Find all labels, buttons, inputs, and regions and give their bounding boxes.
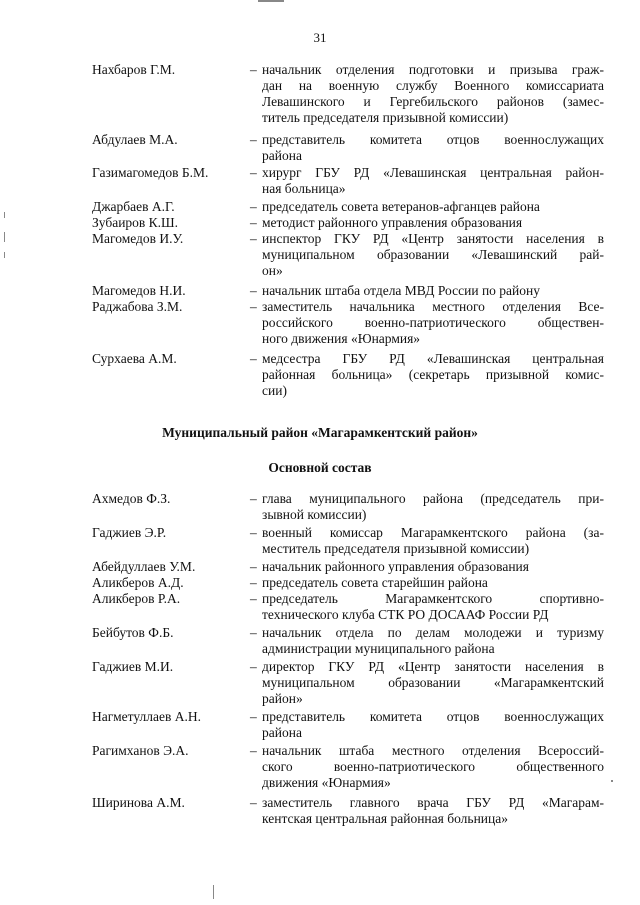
role-line: военный комиссар Магарамкентского района (за-	[262, 525, 604, 540]
member-name: Гаджиев Э.Р.	[92, 525, 167, 540]
entry-dash: –	[250, 132, 257, 147]
member-role	[262, 231, 604, 279]
role-line: директор ГКУ РД «Центр занятости населения в	[262, 659, 604, 674]
member-name: Джарбаев А.Г.	[92, 199, 175, 214]
entry-dash: –	[250, 591, 257, 606]
role-line: начальник отделения подготовки и призыва граж-	[262, 62, 604, 77]
entry-dash: –	[250, 199, 257, 214]
entry-dash: –	[250, 165, 257, 180]
list-item	[92, 199, 604, 215]
role-line: медсестра ГБУ РД «Левашинская центральная	[262, 351, 604, 366]
member-name: Рагимханов Э.А.	[92, 743, 189, 758]
list-item	[92, 283, 604, 299]
member-role	[262, 299, 604, 347]
role-line: начальник отдела по делам молодежи и туризму	[262, 625, 604, 640]
member-role	[262, 625, 604, 657]
role-line: методист районного управления образования	[262, 215, 523, 230]
member-name: Магомедов Н.И.	[92, 283, 186, 298]
member-role	[262, 491, 604, 523]
member-role	[262, 709, 604, 741]
scan-mark-left-2	[4, 232, 5, 242]
role-line: зывной комиссии)	[262, 507, 367, 522]
list-item	[92, 575, 604, 591]
list-item	[92, 165, 604, 197]
list-item	[92, 231, 604, 279]
list-item	[92, 299, 604, 347]
list-item	[92, 491, 604, 523]
role-line: титель председателя призывной комиссии)	[262, 110, 509, 125]
role-line: администрации муниципального района	[262, 641, 495, 656]
role-line: заместитель главного врача ГБУ РД «Магарам-	[262, 795, 604, 810]
list-item	[92, 525, 604, 557]
composition-heading: Основной состав	[268, 460, 372, 475]
member-name: Абейдуллаев У.М.	[92, 559, 196, 574]
role-line: меститель председателя призывной комиссии)	[262, 541, 530, 556]
role-line: начальник районного управления образования	[262, 559, 529, 574]
member-role	[262, 62, 604, 126]
member-name: Ширинова А.М.	[92, 795, 185, 810]
role-line: дан на военную службу Военного комиссариата	[262, 78, 604, 93]
list-item	[92, 709, 604, 741]
role-line: инспектор ГКУ РД «Центр занятости населения в	[262, 231, 604, 246]
role-line: ского военно-патриотического общественного	[262, 759, 604, 774]
member-name: Сурхаева А.М.	[92, 351, 177, 366]
role-line: движения «Юнармия»	[262, 775, 391, 790]
member-name: Аликберов А.Д.	[92, 575, 184, 590]
member-role	[262, 659, 604, 707]
member-role	[262, 165, 604, 197]
entry-dash: –	[250, 659, 257, 674]
scan-mark-right	[611, 780, 613, 782]
member-role	[262, 743, 604, 791]
role-line: ная больница»	[262, 181, 346, 196]
list-item	[92, 559, 604, 575]
member-role	[262, 132, 604, 164]
role-line: муниципальном образовании «Магарамкентский	[262, 675, 604, 690]
role-line: председатель Магарамкентского спортивно-	[262, 591, 604, 606]
member-role	[262, 199, 604, 215]
member-name: Нахбаров Г.М.	[92, 62, 176, 77]
entry-dash: –	[250, 491, 257, 506]
role-line: начальник штаба отдела МВД России по району	[262, 283, 540, 298]
list-item	[92, 795, 604, 827]
role-line: муниципальном образовании «Левашинский рай-	[262, 247, 604, 262]
entry-dash: –	[250, 709, 257, 724]
entry-dash: –	[250, 283, 257, 298]
entry-dash: –	[250, 525, 257, 540]
entry-dash: –	[250, 299, 257, 314]
role-line: представитель комитета отцов военнослужащих	[262, 132, 604, 147]
entry-dash: –	[250, 351, 257, 366]
list-item	[92, 625, 604, 657]
list-item	[92, 659, 604, 707]
entry-dash: –	[250, 215, 257, 230]
list-item	[92, 351, 604, 399]
list-item	[92, 215, 604, 231]
member-role	[262, 351, 604, 399]
entry-dash: –	[250, 625, 257, 640]
entry-dash: –	[250, 743, 257, 758]
member-name: Раджабова З.М.	[92, 299, 183, 314]
scan-mark-left-3	[4, 252, 5, 258]
member-name: Бейбутов Ф.Б.	[92, 625, 174, 640]
entry-dash: –	[250, 231, 257, 246]
member-name: Абдулаев М.А.	[92, 132, 178, 147]
scan-mark-top	[258, 0, 284, 2]
list-item	[92, 62, 604, 126]
member-role	[262, 283, 604, 299]
member-role	[262, 559, 604, 575]
list-item	[92, 132, 604, 164]
member-role	[262, 525, 604, 557]
entry-dash: –	[250, 575, 257, 590]
role-line: районная больница» (секретарь призывной комис-	[262, 367, 604, 382]
role-line: председатель совета старейшин района	[262, 575, 488, 590]
scan-mark-left-1	[4, 212, 5, 218]
member-role	[262, 575, 604, 591]
member-role	[262, 795, 604, 827]
member-name: Нагметуллаев А.Н.	[92, 709, 201, 724]
role-line: района	[262, 725, 302, 740]
member-name: Газимагомедов Б.М.	[92, 165, 209, 180]
list-item	[92, 591, 604, 623]
role-line: начальник штаба местного отделения Всероссий-	[262, 743, 604, 758]
role-line: председатель совета ветеранов-афганцев района	[262, 199, 540, 214]
member-name: Аликберов Р.А.	[92, 591, 181, 606]
role-line: хирург ГБУ РД «Левашинская центральная район-	[262, 165, 604, 180]
scan-mark-bottom	[213, 885, 214, 899]
list-item	[92, 743, 604, 791]
role-line: ного движения «Юнармия»	[262, 331, 421, 346]
role-line: представитель комитета отцов военнослужащих	[262, 709, 604, 724]
member-role	[262, 215, 604, 231]
role-line: кентская центральная районная больница»	[262, 811, 508, 826]
role-line: глава муниципального района (председатель при-	[262, 491, 604, 506]
role-line: района	[262, 148, 302, 163]
member-name: Ахмедов Ф.З.	[92, 491, 171, 506]
member-name: Зубаиров К.Ш.	[92, 215, 179, 230]
member-name: Гаджиев М.И.	[92, 659, 174, 674]
role-line: заместитель начальника местного отделения Все-	[262, 299, 604, 314]
member-role	[262, 591, 604, 623]
role-line: технического клуба СТК РО ДОСААФ России РД	[262, 607, 549, 622]
role-line: российского военно-патриотического обществен-	[262, 315, 604, 330]
page-number: 31	[313, 30, 327, 45]
role-line: район»	[262, 691, 303, 706]
entry-dash: –	[250, 559, 257, 574]
member-name: Магомедов И.У.	[92, 231, 184, 246]
role-line: сии)	[262, 383, 287, 398]
entry-dash: –	[250, 62, 257, 77]
district-heading: Муниципальный район «Магарамкентский район»	[162, 425, 478, 440]
role-line: он»	[262, 263, 283, 278]
entry-dash: –	[250, 795, 257, 810]
role-line: Левашинского и Гергебильского районов (замес-	[262, 94, 604, 109]
